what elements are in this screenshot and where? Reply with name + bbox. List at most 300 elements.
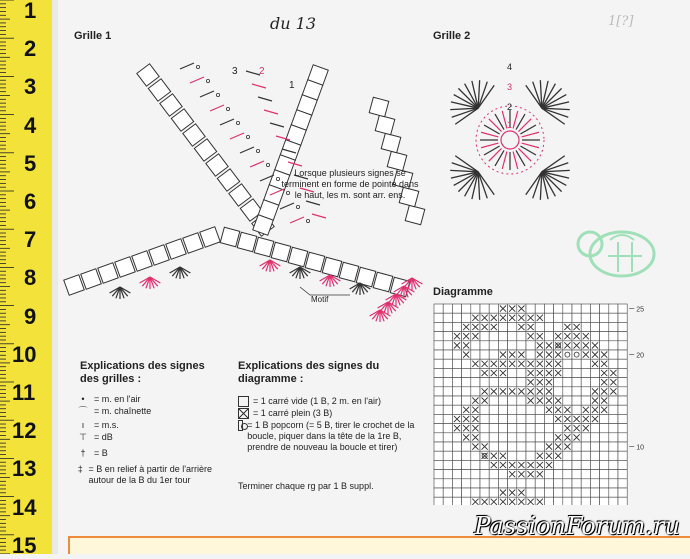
stitch-mark xyxy=(290,217,304,223)
diagram-cell xyxy=(554,460,563,469)
diagram-cell xyxy=(508,368,517,377)
diagram-cell xyxy=(443,304,452,313)
diagram-cell xyxy=(581,470,590,479)
diagram-cell xyxy=(508,414,517,423)
diagram-cell xyxy=(462,387,471,396)
grid-square xyxy=(375,115,395,135)
diagram-cell xyxy=(462,460,471,469)
diagram-cell xyxy=(609,359,618,368)
diagram-cell xyxy=(600,451,609,460)
diagram-cell xyxy=(498,424,507,433)
inner-stitch xyxy=(481,132,498,137)
diagram-cell xyxy=(590,322,599,331)
diagram-cell xyxy=(563,479,572,488)
step-label-1: 1 xyxy=(289,80,295,91)
grid-square xyxy=(381,133,401,153)
diagram-cell xyxy=(600,424,609,433)
double-crochet-icon: † xyxy=(80,448,86,458)
diagram-cell xyxy=(600,322,609,331)
diagramme-chart xyxy=(432,300,662,505)
diagram-cell xyxy=(581,396,590,405)
diagram-cell xyxy=(489,442,498,451)
diagram-cell xyxy=(618,322,627,331)
petal-stitch xyxy=(455,156,478,172)
diagram-cell xyxy=(452,350,461,359)
diagram-cell xyxy=(443,368,452,377)
diagram-cell xyxy=(563,350,572,359)
diagram-cell xyxy=(462,442,471,451)
diagram-cell xyxy=(563,304,572,313)
diagram-cell xyxy=(462,359,471,368)
diagram-cell xyxy=(452,387,461,396)
diagram-cell xyxy=(581,313,590,322)
diagram-cell xyxy=(572,488,581,497)
diagram-cell xyxy=(554,488,563,497)
grid-square xyxy=(64,275,85,296)
petal-stitch xyxy=(542,156,565,172)
ruler-number: 7 xyxy=(24,227,37,253)
diagram-cell xyxy=(563,460,572,469)
diagram-cell xyxy=(452,470,461,479)
diagram-cell xyxy=(434,497,443,505)
diagram-cell xyxy=(443,433,452,442)
diagram-cell xyxy=(572,442,581,451)
diagram-cell xyxy=(554,304,563,313)
diagram-cell xyxy=(462,304,471,313)
diagram-cell xyxy=(563,368,572,377)
diagram-cell xyxy=(590,470,599,479)
diagram-cell xyxy=(508,479,517,488)
diagram-cell xyxy=(434,424,443,433)
chain-dot xyxy=(296,205,299,208)
petal-stitch xyxy=(542,108,565,124)
diagram-cell xyxy=(462,313,471,322)
diagram-cell xyxy=(471,451,480,460)
diagram-cell xyxy=(618,470,627,479)
diagram-cell xyxy=(618,387,627,396)
diagram-cell xyxy=(434,332,443,341)
stitch-mark xyxy=(306,201,320,205)
diagram-cell xyxy=(535,488,544,497)
diagram-cell xyxy=(517,378,526,387)
diagram-cell xyxy=(600,433,609,442)
inner-stitch xyxy=(518,119,531,132)
diagram-cell xyxy=(480,488,489,497)
stitch-mark xyxy=(200,91,214,97)
diagram-cell xyxy=(618,341,627,350)
diagram-cell xyxy=(600,313,609,322)
diagram-cell xyxy=(489,350,498,359)
petal-stitch xyxy=(526,85,542,108)
diagram-cell xyxy=(572,470,581,479)
diagram-cell xyxy=(544,304,553,313)
diagram-cell xyxy=(462,378,471,387)
diagram-cell xyxy=(434,451,443,460)
diagram-cell xyxy=(535,424,544,433)
diagram-cell xyxy=(609,479,618,488)
diagram-cell xyxy=(434,479,443,488)
stitch-mark xyxy=(210,105,224,111)
petal-stitch xyxy=(478,172,494,195)
diagram-cell xyxy=(434,304,443,313)
diagram-cell xyxy=(572,350,581,359)
step-label-2: 2 xyxy=(259,66,265,77)
diagram-cell xyxy=(600,332,609,341)
diagram-cell xyxy=(452,497,461,505)
diagram-cell xyxy=(471,341,480,350)
ruler-number: 6 xyxy=(24,189,37,214)
diagram-cell xyxy=(572,497,581,505)
inner-stitch xyxy=(484,146,500,155)
diagram-cell xyxy=(434,322,443,331)
expl-diagramme-list xyxy=(238,396,418,454)
diagram-cell xyxy=(443,479,452,488)
grid-square xyxy=(220,227,240,247)
ruler-number: 8 xyxy=(24,265,37,291)
legend-text: = B en relief à partir de l'arrière autour de la B du 1er tour xyxy=(88,464,212,485)
round-label-1: 1 xyxy=(507,120,513,130)
inner-stitch xyxy=(481,143,498,148)
diagram-cell xyxy=(590,488,599,497)
diagram-cell xyxy=(526,405,535,414)
diagram-cell xyxy=(581,378,590,387)
diagram-cell xyxy=(498,470,507,479)
diagram-cell xyxy=(563,359,572,368)
diagram-cell xyxy=(508,332,517,341)
legend-text: = B xyxy=(94,448,108,458)
diagram-cell xyxy=(600,304,609,313)
inner-stitch xyxy=(489,148,502,161)
petal-stitch xyxy=(451,172,478,178)
diagram-cell xyxy=(434,350,443,359)
legend-text: = m. chaînette xyxy=(94,406,152,416)
diagram-cell xyxy=(554,424,563,433)
diagram-cell xyxy=(563,378,572,387)
diagram-cell xyxy=(590,424,599,433)
chain-symbol-icon: • xyxy=(81,394,85,404)
diagram-cell xyxy=(443,341,452,350)
petal-stitch xyxy=(455,108,478,124)
diagramme-title: Diagramme xyxy=(433,286,493,298)
diagram-cell xyxy=(563,396,572,405)
diagram-cell xyxy=(517,424,526,433)
inner-stitch xyxy=(516,114,525,130)
legend-text: = m. en l'air xyxy=(94,394,141,404)
diagram-cell xyxy=(609,322,618,331)
grid-square xyxy=(373,272,393,292)
diagram-cell xyxy=(462,396,471,405)
diagram-cell xyxy=(462,451,471,460)
diagram-cell xyxy=(609,396,618,405)
inner-stitch xyxy=(518,148,531,161)
chain-dot xyxy=(266,163,269,166)
diagram-cell xyxy=(526,341,535,350)
diagram-cell xyxy=(498,378,507,387)
expl-grilles-list xyxy=(76,394,226,487)
diagram-cell xyxy=(581,387,590,396)
stitch-mark xyxy=(246,71,260,75)
diagram-cell xyxy=(462,488,471,497)
diagram-cell xyxy=(508,433,517,442)
diagram-cell xyxy=(618,313,627,322)
diagram-cell xyxy=(452,304,461,313)
stitch-mark xyxy=(264,110,278,114)
ruler-number: 2 xyxy=(24,36,37,62)
diagram-cell xyxy=(609,433,618,442)
diagram-cell xyxy=(572,368,581,377)
diagram-cell xyxy=(526,451,535,460)
diagram-cell xyxy=(443,451,452,460)
diagram-cell xyxy=(434,433,443,442)
grid-square xyxy=(237,232,257,252)
diagram-cell xyxy=(554,479,563,488)
diagram-cell xyxy=(462,470,471,479)
grid-square xyxy=(115,257,136,278)
grid-square xyxy=(183,233,204,254)
ruler-number: 5 xyxy=(24,150,37,176)
diagram-cell xyxy=(590,451,599,460)
diagram-cell xyxy=(452,460,461,469)
diagram-cell xyxy=(600,488,609,497)
diagram-cell xyxy=(618,350,627,359)
diagram-cell xyxy=(526,433,535,442)
inner-stitch xyxy=(516,150,525,166)
petal-stitch xyxy=(542,102,569,108)
diagram-cell xyxy=(563,470,572,479)
diagram-cell xyxy=(480,470,489,479)
diagram-cell xyxy=(489,470,498,479)
stitch-mark xyxy=(312,214,326,218)
petal-stitch xyxy=(542,81,548,108)
diagram-cell xyxy=(554,378,563,387)
diagram-cell xyxy=(544,488,553,497)
diagram-cell xyxy=(581,322,590,331)
center-ring xyxy=(501,131,519,149)
diagram-cell xyxy=(443,378,452,387)
diagram-cell xyxy=(443,414,452,423)
diagram-cell xyxy=(544,313,553,322)
chain-dot xyxy=(226,107,229,110)
diagram-cell xyxy=(590,497,599,505)
petal-stitch xyxy=(451,102,478,108)
diagram-cell xyxy=(544,433,553,442)
diagram-cell xyxy=(609,442,618,451)
diagram-cell xyxy=(471,470,480,479)
diagram-cell xyxy=(526,442,535,451)
grid-square xyxy=(200,227,221,248)
diagram-cell xyxy=(443,387,452,396)
ruler-number: 15 xyxy=(12,532,37,558)
pointe-note: Lorsque plusieurs signes se terminent en forme de pointe dans le haut, les m. sont arr. ens. xyxy=(281,168,419,200)
diagram-cell xyxy=(609,405,618,414)
diagram-cell xyxy=(618,304,627,313)
diagram-cell xyxy=(480,332,489,341)
grid-square xyxy=(166,239,187,260)
grid-square xyxy=(98,263,119,284)
diagram-cell xyxy=(590,378,599,387)
diagram-cell xyxy=(480,424,489,433)
petal-stitch xyxy=(542,172,569,178)
diagram-cell xyxy=(572,405,581,414)
diagram-cell xyxy=(489,488,498,497)
diagram-cell xyxy=(535,497,544,505)
diagram-cell xyxy=(498,479,507,488)
diagram-cell xyxy=(554,313,563,322)
diagram-cell xyxy=(563,451,572,460)
diagram-cell xyxy=(581,497,590,505)
diagram-cell xyxy=(434,378,443,387)
grid-square xyxy=(339,262,359,282)
diagram-cell xyxy=(443,470,452,479)
grid-square xyxy=(132,251,153,272)
diagram-cell xyxy=(581,442,590,451)
diagram-cell xyxy=(508,396,517,405)
grid-square xyxy=(369,97,389,117)
relief-stitch-icon: ‡ xyxy=(77,464,83,474)
diagram-cell xyxy=(581,460,590,469)
diagram-cell xyxy=(452,405,461,414)
diagram-cell xyxy=(517,341,526,350)
diagram-cell xyxy=(590,442,599,451)
diagram-cell xyxy=(581,479,590,488)
diagram-cell xyxy=(618,359,627,368)
diagram-cell xyxy=(508,442,517,451)
diagram-cell xyxy=(526,479,535,488)
diagram-cell xyxy=(600,497,609,505)
diagram-cell xyxy=(572,359,581,368)
legend-text: = 1 carré vide (1 B, 2 m. en l'air) xyxy=(253,396,382,406)
diagram-cell xyxy=(618,460,627,469)
diagram-cell xyxy=(443,442,452,451)
diagram-cell xyxy=(434,414,443,423)
diagram-cell xyxy=(618,488,627,497)
chain-dot xyxy=(306,219,309,222)
diagram-cell xyxy=(535,479,544,488)
row-label: 20 xyxy=(636,352,644,360)
diagram-cell xyxy=(535,414,544,423)
diagram-cell xyxy=(618,479,627,488)
diagram-cell xyxy=(526,424,535,433)
diagram-cell xyxy=(609,313,618,322)
diagram-cell xyxy=(489,414,498,423)
filled-square-icon xyxy=(238,408,249,419)
diagram-cell xyxy=(434,359,443,368)
diagram-cell xyxy=(452,322,461,331)
legend-text: = 1 carré plein (3 B) xyxy=(253,408,333,418)
diagram-cell xyxy=(434,387,443,396)
diagram-cell xyxy=(489,433,498,442)
ruler-number: 10 xyxy=(12,341,37,367)
diagram-cell xyxy=(443,359,452,368)
diagram-cell xyxy=(609,451,618,460)
diagram-cell xyxy=(554,497,563,505)
diagram-cell xyxy=(517,332,526,341)
round-label-2: 2 xyxy=(507,102,513,112)
diagram-cell xyxy=(618,405,627,414)
diagram-cell xyxy=(517,451,526,460)
corner-scribble: 1[?] xyxy=(608,14,634,29)
ruler-number: 9 xyxy=(24,303,37,329)
diagram-cell xyxy=(443,460,452,469)
diagram-cell xyxy=(434,405,443,414)
diagram-cell xyxy=(600,341,609,350)
diagram-cell xyxy=(600,479,609,488)
round-label-4: 4 xyxy=(507,62,513,72)
diagram-cell xyxy=(581,451,590,460)
popcorn-square-icon xyxy=(238,420,243,431)
grid-square xyxy=(305,252,325,272)
diagram-cell xyxy=(609,488,618,497)
stitch-mark xyxy=(190,77,204,83)
diagram-cell xyxy=(581,488,590,497)
diagram-cell xyxy=(480,350,489,359)
petal-stitch xyxy=(478,85,494,108)
inner-stitch xyxy=(513,111,518,128)
diagram-cell xyxy=(480,460,489,469)
grid-square xyxy=(149,245,170,266)
diagram-cell xyxy=(618,442,627,451)
diagram-cell xyxy=(517,368,526,377)
diagram-cell xyxy=(544,332,553,341)
diagram-cell xyxy=(489,479,498,488)
diagram-cell xyxy=(452,433,461,442)
diagram-cell xyxy=(471,497,480,505)
diagram-cell xyxy=(498,414,507,423)
diagramme-footer: Terminer chaque rg par 1 B suppl. xyxy=(238,481,374,491)
diagram-cell xyxy=(590,313,599,322)
diagram-cell xyxy=(480,378,489,387)
inner-stitch xyxy=(513,152,518,169)
diagram-cell xyxy=(471,368,480,377)
diagram-cell xyxy=(443,488,452,497)
diagram-cell xyxy=(609,470,618,479)
chain-dot xyxy=(206,79,209,82)
stitch-mark xyxy=(258,97,272,101)
step-label-3: 3 xyxy=(232,66,238,77)
diagram-cell xyxy=(563,497,572,505)
diagram-cell xyxy=(434,313,443,322)
diagram-cell xyxy=(618,497,627,505)
diagram-cell xyxy=(581,304,590,313)
ruler-number: 3 xyxy=(24,74,37,100)
diagram-cell xyxy=(554,322,563,331)
stitch-mark xyxy=(180,63,194,69)
petal-stitch xyxy=(472,172,478,199)
diagram-cell xyxy=(544,322,553,331)
diagram-cell xyxy=(471,304,480,313)
inner-stitch xyxy=(495,150,504,166)
diagram-cell xyxy=(609,341,618,350)
diagram-cell xyxy=(590,479,599,488)
diagram-cell xyxy=(480,433,489,442)
diagram-cell xyxy=(498,497,507,505)
inner-stitch xyxy=(495,114,504,130)
ruler-number: 13 xyxy=(12,456,37,482)
diagram-cell xyxy=(526,350,535,359)
inner-stitch xyxy=(522,143,539,148)
diagram-cell xyxy=(480,479,489,488)
diagram-cell xyxy=(535,304,544,313)
diagram-cell xyxy=(609,414,618,423)
petal-stitch xyxy=(472,81,478,108)
diagram-cell xyxy=(590,332,599,341)
diagram-cell xyxy=(581,359,590,368)
diagram-cell xyxy=(462,479,471,488)
diagram-cell xyxy=(480,497,489,505)
grid-square xyxy=(405,205,425,225)
diagram-cell xyxy=(618,396,627,405)
petal-stitch xyxy=(526,172,542,195)
